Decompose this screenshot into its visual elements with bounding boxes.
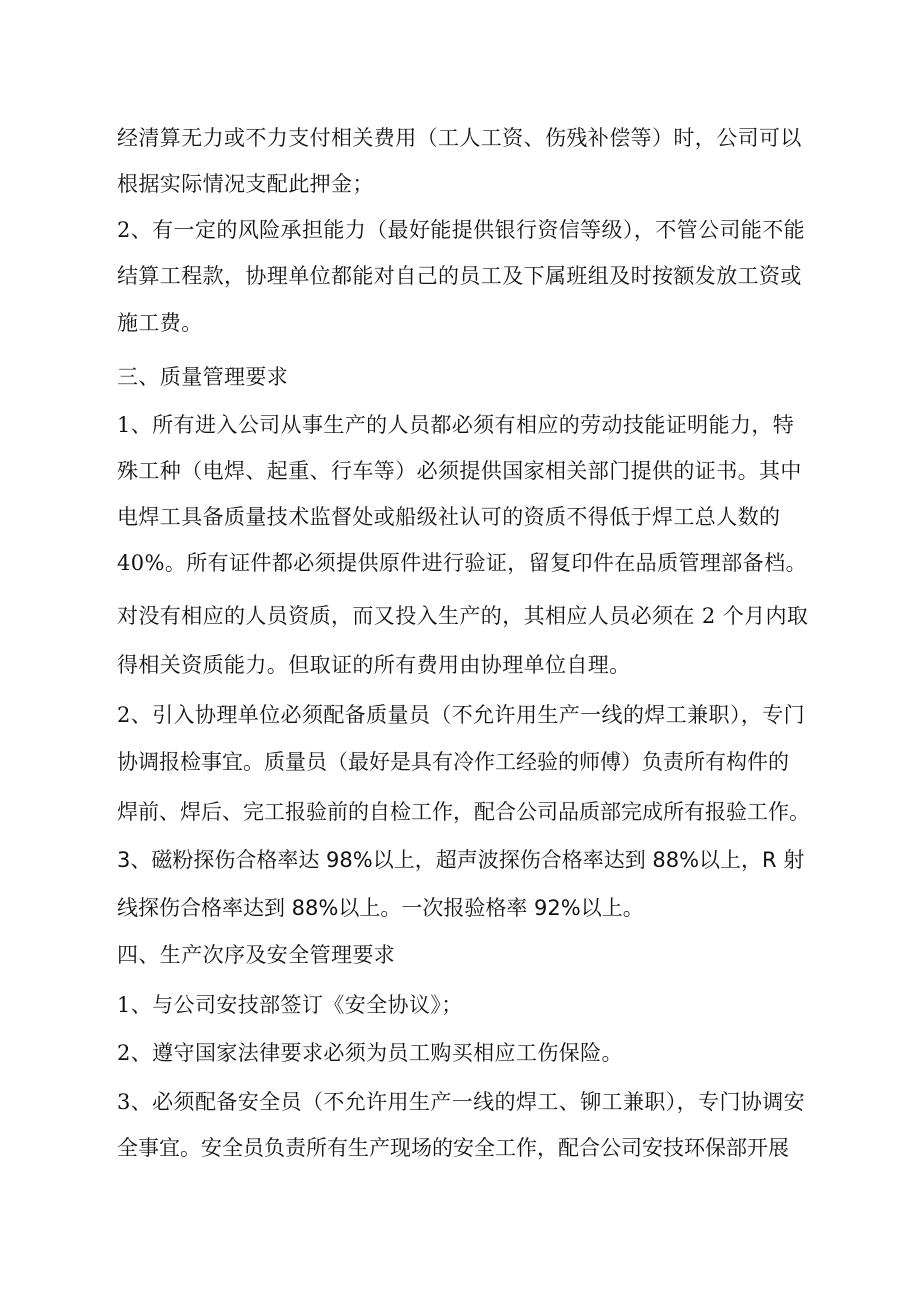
text-line: 1、所有进入公司从事生产的人员都必须有相应的劳动技能证明能力，特 bbox=[117, 413, 795, 437]
text-line: 3、磁粉探伤合格率达 98%以上，超声波探伤合格率达到 88%以上，R 射 bbox=[117, 848, 805, 872]
section-heading: 三、质量管理要求 bbox=[117, 365, 289, 389]
text-line: 焊前、焊后、完工报验前的自检工作，配合公司品质部完成所有报验工作。 bbox=[117, 800, 810, 824]
text-line: 协调报检事宜。质量员（最好是具有冷作工经验的师傅）负责所有构件的 bbox=[117, 750, 789, 774]
text-line: 结算工程款，协理单位都能对自己的员工及下属班组及时按额发放工资或 bbox=[117, 264, 802, 288]
text-line: 根据实际情况支配此押金； bbox=[117, 172, 374, 196]
text-line: 经清算无力或不力支付相关费用（工人工资、伤残补偿等）时，公司可以 bbox=[117, 126, 802, 150]
text-line: 40%。所有证件都必须提供原件进行验证，留复印件在品质管理部备档。 bbox=[117, 551, 807, 575]
text-line: 得相关资质能力。但取证的所有费用由协理单位自理。 bbox=[117, 653, 631, 677]
text-line: 2、遵守国家法律要求必须为员工购买相应工伤保险。 bbox=[117, 1041, 623, 1065]
section-heading: 四、生产次序及安全管理要求 bbox=[117, 943, 396, 967]
text-line: 3、必须配备安全员（不允许用生产一线的焊工、铆工兼职），专门协调安 bbox=[117, 1090, 806, 1114]
text-line: 对没有相应的人员资质，而又投入生产的，其相应人员必须在 2 个月内取 bbox=[117, 604, 809, 628]
text-line: 全事宜。安全员负责所有生产现场的安全工作，配合公司安技环保部开展 bbox=[117, 1136, 789, 1160]
text-line: 电焊工具备质量技术监督处或船级社认可的资质不得低于焊工总人数的 bbox=[117, 505, 781, 529]
text-line: 殊工种（电焊、起重、行车等）必须提供国家相关部门提供的证书。其中 bbox=[117, 459, 802, 483]
text-line: 施工费。 bbox=[117, 311, 203, 335]
text-line: 2、有一定的风险承担能力（最好能提供银行资信等级），不管公司能不能 bbox=[117, 218, 806, 242]
text-line: 2、引入协理单位必须配备质量员（不允许用生产一线的焊工兼职），专门 bbox=[117, 703, 806, 727]
text-line: 1、与公司安技部签订《安全协议》； bbox=[117, 993, 463, 1017]
text-line: 线探伤合格率达到 88%以上。一次报验格率 92%以上。 bbox=[117, 896, 644, 920]
